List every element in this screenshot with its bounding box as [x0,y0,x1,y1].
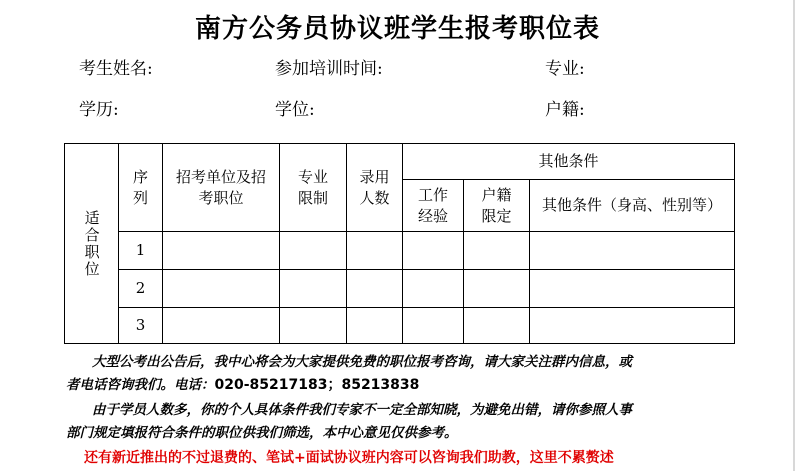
cell-work-experience[interactable] [403,308,464,344]
header-work-experience: 工作经验 [403,180,464,232]
position-table [64,143,735,344]
cell-work-experience[interactable] [403,232,464,270]
cell-hire-count[interactable] [347,232,403,270]
table-row [65,232,735,270]
header-household-limit: 户籍限定 [464,180,530,232]
row-seq: 2 [119,270,163,308]
field-training-time-label: 参加培训时间: [275,59,383,79]
header-major: 专业限制 [280,144,347,232]
header-other-detail: 其他条件（身高、性别等） [530,180,735,232]
field-degree-label: 学位: [275,100,315,120]
cell-major[interactable] [280,308,347,344]
cell-unit[interactable] [163,308,280,344]
note-line-4: 部门规定填报符合条件的职位供我们筛选，本中心意见仅供参考。 [66,425,458,441]
page-title: 南方公务员协议班学生报考职位表 [194,14,600,44]
header-seq: 序列 [119,144,163,232]
field-name-label: 考生姓名: [79,59,153,79]
cell-other-detail[interactable] [530,308,735,344]
cell-household-limit[interactable] [464,308,530,344]
note-line-1: 大型公考出公告后，我中心将会为大家提供免费的职位报考咨询，请大家关注群内信息，或 [92,354,632,370]
row-header-cell [65,144,119,344]
cell-unit[interactable] [163,232,280,270]
field-household-label: 户籍: [545,100,585,120]
cell-unit[interactable] [163,270,280,308]
cell-household-limit[interactable] [464,232,530,270]
field-major-label: 专业: [545,59,585,79]
phone-number: 020-85217183；85213838 [214,377,420,393]
field-education-label: 学历: [79,100,119,120]
header-unit: 招考单位及招考职位 [163,144,280,232]
cell-hire-count[interactable] [347,308,403,344]
row-header-label: 适合职位 [82,209,101,278]
row-seq: 1 [119,232,163,270]
cell-other-detail[interactable] [530,232,735,270]
promo-note: 还有新近推出的不过退费的、笔试+面试协议班内容可以咨询我们助教，这里不累赘述 [84,450,614,466]
cell-work-experience[interactable] [403,270,464,308]
cell-other-detail[interactable] [530,270,735,308]
note-line-2 [66,373,736,394]
header-hire-count: 录用人数 [347,144,403,232]
note-line-2-text: 者电话咨询我们。电话： [66,377,215,393]
cell-major[interactable] [280,232,347,270]
row-seq: 3 [119,308,163,344]
table-row [65,270,735,308]
cell-major[interactable] [280,270,347,308]
cell-hire-count[interactable] [347,270,403,308]
cell-household-limit[interactable] [464,270,530,308]
table-row [65,308,735,344]
header-other-conditions: 其他条件 [403,144,735,180]
note-line-3: 由于学员人数多，你的个人具体条件我们专家不一定全部知晓，为避免出错，请你参照人事 [92,402,632,418]
